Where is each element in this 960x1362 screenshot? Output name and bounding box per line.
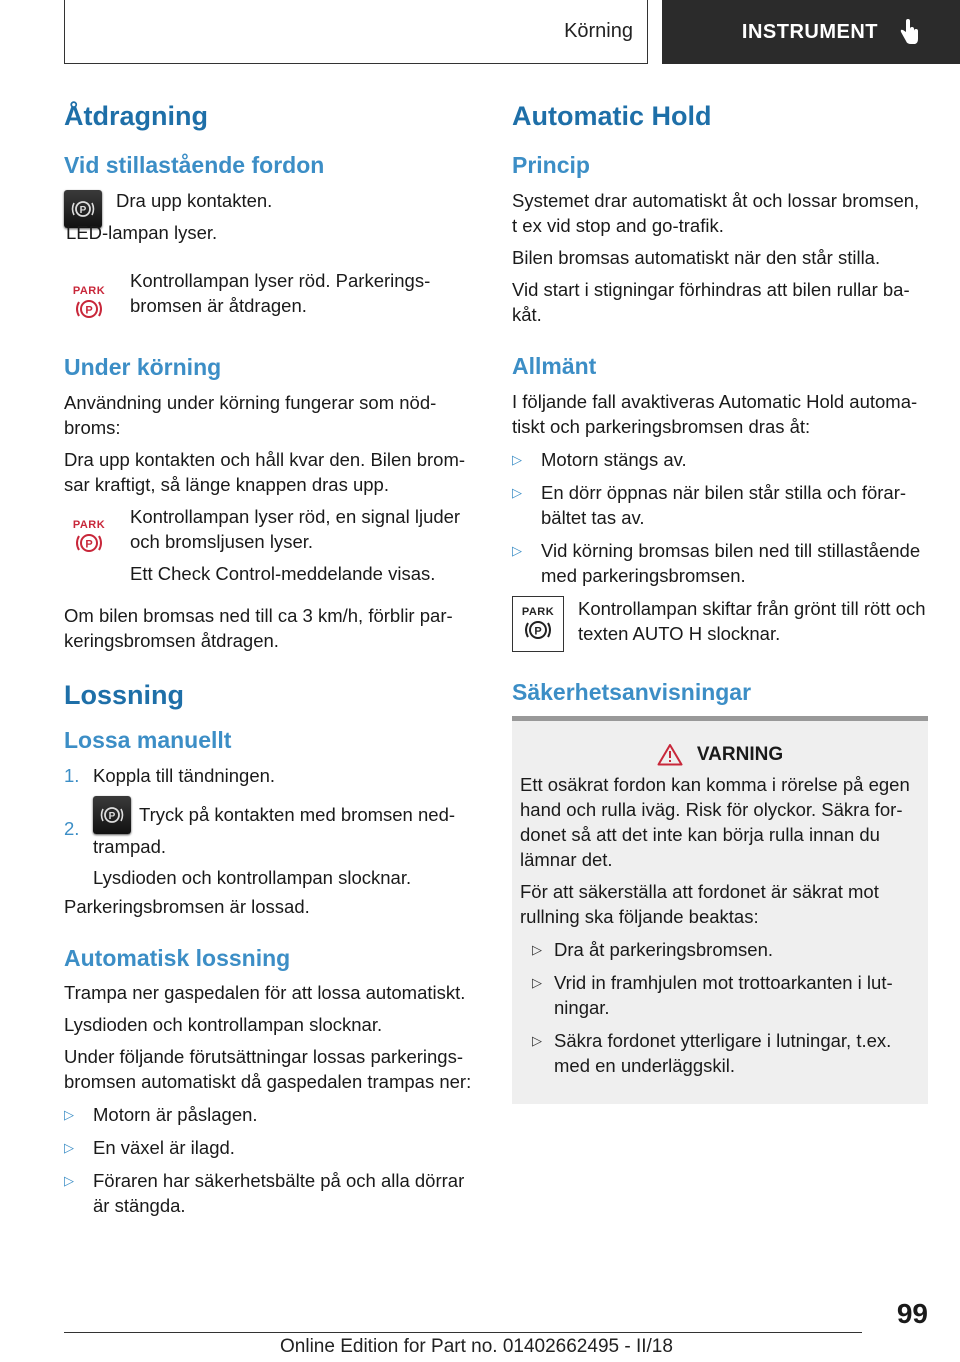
conditions-text: Under följande förutsättningar lossas parkeringsbromsen automatiskt då gaspedalen trampas ner: <box>64 1046 472 1093</box>
hold-switch-text: Dra upp kontakten och håll kvar den. Bilen bromsar kraftigt, så länge knappen dras upp. <box>64 448 466 495</box>
svg-text:P: P <box>79 204 87 216</box>
automatisk-heading: Automatisk lossning <box>64 944 291 971</box>
atdragning-title: Åtdragning <box>64 101 208 131</box>
step-text: Tryck på kontakten med bromsen nedtrampad. <box>93 803 456 857</box>
led-on-text: LED-lampan lyser. <box>66 221 218 243</box>
check-control-text: Ett Check Control-meddelande visas. <box>130 562 436 584</box>
park-indicator-icon: PARK P <box>72 518 106 551</box>
triangle-bullet-icon: ▷ <box>512 484 522 500</box>
triangle-bullet-icon: ▷ <box>64 1107 74 1123</box>
manuellt-heading: Lossa manuellt <box>64 726 232 753</box>
princip-heading: Princip <box>512 152 590 179</box>
header-section-tab <box>64 0 648 64</box>
princip-section <box>512 152 928 327</box>
park-signal-row <box>64 504 479 593</box>
park-framed-icon: PARK P <box>512 596 564 652</box>
footer-edition: Online Edition for Part no. 01402662495 - II/18 <box>280 1336 673 1357</box>
auto-h-text: Kontrollampan skiftar från grönt till rött och texten AUTO H slocknar. <box>578 597 926 644</box>
step-item <box>64 802 479 890</box>
list-item: ▷ Säkra fordonet ytterligare i lutningar, t.ex. med en underläggskil. <box>532 1030 892 1077</box>
warning-triangle-icon <box>657 743 683 766</box>
incline-text: Vid start i stigningar förhindras att bilen rullar bakåt. <box>512 278 910 325</box>
triangle-bullet-icon: ▷ <box>512 451 522 467</box>
warning-text: Ett osäkrat fordon kan komma i rörelse på egen hand och rulla iväg. Risk för olyckor. Säkra fordonet så att det inte kan börja rulla innan du lämnar det. <box>520 774 910 871</box>
principle-text: Systemet drar automatiskt åt och lossar bromsen, t ex vid stop and go-trafik. <box>512 189 920 236</box>
under-korning-section <box>64 354 479 653</box>
header-section-label: Körning <box>564 20 633 42</box>
header-chapter-tab <box>662 0 960 64</box>
stillastaende-section <box>64 152 479 328</box>
triangle-bullet-icon: ▷ <box>64 1140 74 1156</box>
led-off-text: Lysdioden och kontrollampan slocknar. <box>64 1014 383 1036</box>
park-change-row <box>512 596 928 653</box>
park-indicator-icon: PARK P <box>72 284 106 317</box>
step-number: 2. <box>64 817 80 839</box>
step-item <box>64 763 479 788</box>
released-text: Parkeringsbromsen är lossad. <box>64 895 310 917</box>
allmant-heading: Allmänt <box>512 352 597 379</box>
deactivation-text: I följande fall avaktiveras Automatic Hold automatiskt och parkeringsbromsen dras åt: <box>512 390 918 437</box>
right-column <box>512 100 928 1130</box>
footer-divider <box>64 1332 862 1333</box>
list-item: ▷ Motorn stängs av. <box>512 448 687 470</box>
triangle-bullet-icon: ▷ <box>532 1033 542 1049</box>
under-korning-heading: Under körning <box>64 353 222 380</box>
triangle-bullet-icon: ▷ <box>64 1173 74 1189</box>
park-red-text: Kontrollampan lyser röd. Parkeringsbromsen är åtdragen. <box>130 269 431 316</box>
park-signal-text: Kontrollampan lyser röd, en signal ljuder och bromsljusen lyser. <box>130 505 461 552</box>
list-item: ▷ Vrid in framhjulen mot trottoarkanten i lutningar. <box>532 972 893 1019</box>
automatisk-section <box>64 945 479 1219</box>
list-item: ▷ Föraren har säkerhetsbälte på och alla dörrar är stängda. <box>64 1170 465 1217</box>
step-number: 1. <box>64 764 80 786</box>
warning-instruction: För att säkerställa att fordonet är säkrat mot rullning ska följande beaktas: <box>520 881 879 928</box>
svg-text:P: P <box>534 625 542 638</box>
step-text: Koppla till tändningen. <box>93 764 276 786</box>
auto-release-text: Trampa ner gaspedalen för att lossa automatiskt. <box>64 982 466 1004</box>
svg-text:P: P <box>85 304 93 317</box>
svg-text:P: P <box>108 810 116 822</box>
manuellt-section <box>64 727 479 919</box>
list-item: ▷ En dörr öppnas när bilen står stilla och förarbältet tas av. <box>512 481 907 528</box>
deactivation-list <box>512 447 928 588</box>
triangle-bullet-icon: ▷ <box>532 975 542 991</box>
warning-label: VARNING <box>696 743 784 765</box>
list-item: ▷ Vid körning bromsas bilen ned till stillastående med parkeringsbromsen. <box>512 539 921 586</box>
sakerhet-heading: Säkerhetsanvisningar <box>512 678 752 705</box>
page-number: 99 <box>896 1298 928 1329</box>
hand-pointer-icon <box>898 19 920 45</box>
svg-text:P: P <box>85 538 93 551</box>
standstill-text: Bilen bromsas automatiskt när den står stilla. <box>512 246 881 268</box>
warning-box <box>512 716 928 1104</box>
conditions-list <box>64 1102 479 1218</box>
list-item: ▷ En växel är ilagd. <box>64 1137 235 1159</box>
step-subtext: Lysdioden och kontrollampan slocknar. <box>93 866 412 888</box>
list-item: ▷ Motorn är påslagen. <box>64 1104 258 1126</box>
sakerhet-section <box>512 679 928 1105</box>
pull-switch-text: Dra upp kontakten. <box>116 189 273 211</box>
stillastaende-heading: Vid stillastående fordon <box>64 152 325 179</box>
left-column <box>64 100 479 1244</box>
emergency-brake-text: Användning under körning fungerar som nödbroms: <box>64 391 437 438</box>
automatic-hold-title: Automatic Hold <box>512 101 712 131</box>
parking-brake-button-icon <box>93 796 131 834</box>
lossning-title: Lossning <box>64 679 184 710</box>
release-steps <box>64 763 479 890</box>
remains-applied-text: Om bilen bromsas ned till ca 3 km/h, förblir parkeringsbromsen åtdragen. <box>64 604 453 651</box>
allmant-section <box>512 353 928 653</box>
triangle-bullet-icon: ▷ <box>532 942 542 958</box>
triangle-bullet-icon: ▷ <box>512 542 522 558</box>
safety-list <box>520 937 920 1078</box>
warning-title <box>520 743 920 766</box>
park-indicator-row <box>64 268 479 328</box>
button-instruction-row <box>64 188 479 252</box>
list-item: ▷ Dra åt parkeringsbromsen. <box>532 939 774 961</box>
header-chapter-label: INSTRUMENT <box>741 20 878 43</box>
